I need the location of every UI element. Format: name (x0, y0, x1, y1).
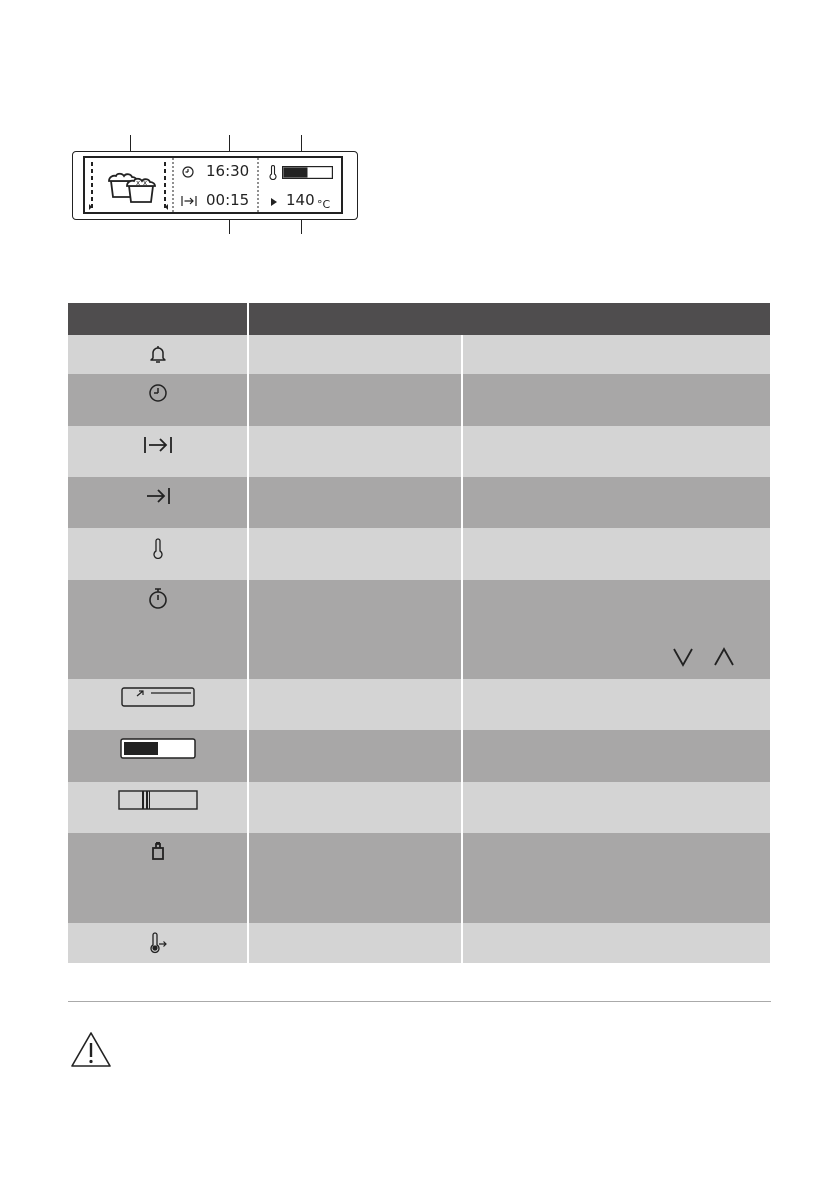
minute-minder-icon (147, 587, 169, 611)
thermometer-icon (151, 537, 165, 559)
duration-icon (181, 195, 197, 207)
thermometer-icon (268, 164, 278, 180)
display-separator-2 (257, 158, 259, 212)
arrow-down-key-icon (672, 647, 694, 667)
symbol-cell (68, 477, 247, 528)
heat-up-indicator (282, 166, 334, 180)
table-row (68, 833, 770, 923)
bell-icon (148, 344, 168, 364)
duration-icon (143, 435, 173, 455)
svg-text:x: x (136, 179, 141, 187)
warning-triangle-icon (70, 1031, 112, 1069)
heat-up-indicator-filled-icon (120, 738, 196, 760)
header-cell-function (249, 303, 770, 335)
weight-icon (150, 841, 166, 861)
clock-icon (148, 383, 168, 403)
symbol-cell (68, 374, 247, 426)
end-icon (145, 486, 171, 506)
table-header (68, 303, 770, 335)
residual-heat-indicator-icon (118, 789, 198, 811)
display-separator-1 (172, 158, 174, 212)
table-row (68, 528, 770, 580)
symbol-cell (68, 580, 247, 679)
symbol-cell (68, 335, 247, 374)
symbol-cell (68, 679, 247, 730)
clock-icon (182, 166, 194, 178)
symbol-cell (68, 923, 247, 963)
temperature-unit: °C (317, 198, 331, 211)
svg-text:x: x (143, 179, 148, 187)
table-row (68, 374, 770, 426)
symbol-cell (68, 426, 247, 477)
section-divider (68, 1001, 771, 1002)
table-row (68, 335, 770, 374)
table-row (68, 730, 770, 782)
symbol-cell (68, 730, 247, 782)
table-row (68, 580, 770, 679)
core-temperature-sensor-icon (148, 932, 168, 954)
symbol-cell (68, 782, 247, 833)
heat-up-indicator-empty-icon (121, 686, 195, 708)
table-row (68, 679, 770, 730)
temperature-value: 140 (286, 191, 315, 209)
table-row (68, 477, 770, 528)
table-row (68, 426, 770, 477)
display-screen (83, 156, 343, 214)
header-cell-symbol (68, 303, 247, 335)
table-row (68, 782, 770, 833)
play-arrow-icon (270, 197, 278, 207)
table-row (68, 923, 770, 963)
symbol-cell (68, 833, 247, 923)
symbol-cell (68, 528, 247, 580)
display-frame (72, 151, 358, 220)
heating-function-icon (87, 160, 171, 212)
time-of-day: 16:30 (206, 162, 250, 180)
arrow-up-key-icon (713, 647, 735, 667)
duration-value: 00:15 (206, 191, 250, 209)
